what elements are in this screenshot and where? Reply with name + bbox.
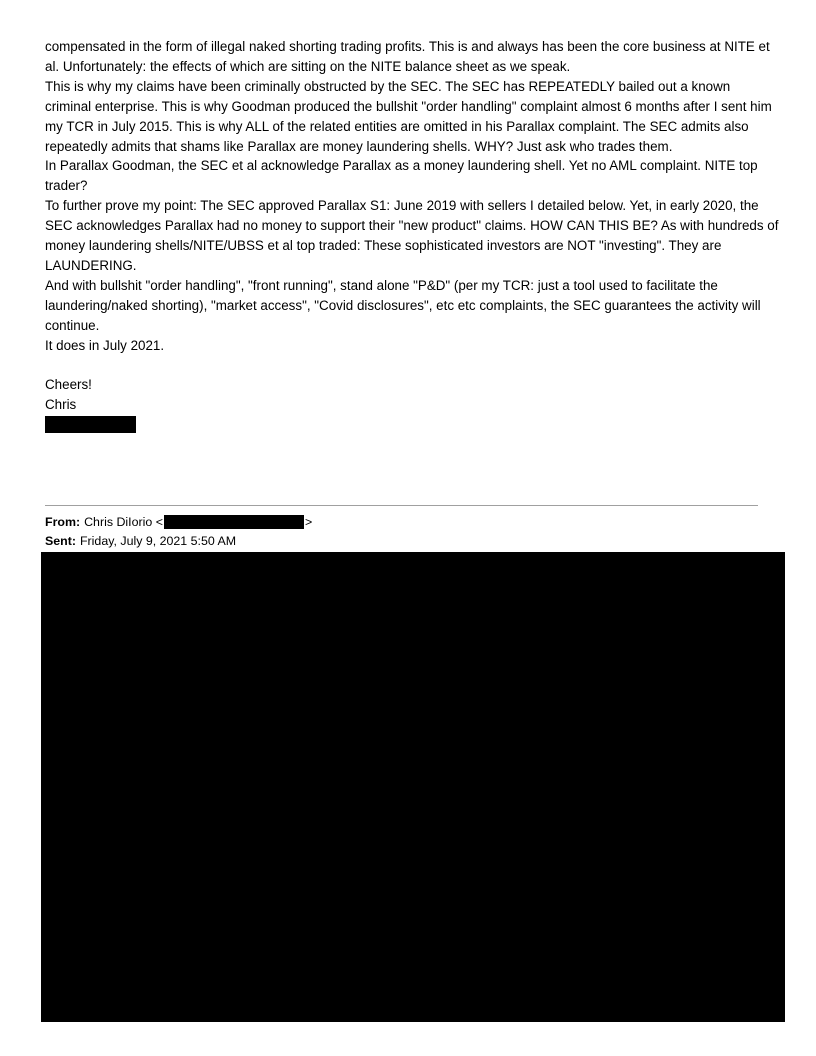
sent-label: Sent:: [45, 533, 76, 548]
paragraph: compensated in the form of illegal naked shorting trading profits. This is and always has been the core business at NITE et al. Unfortunately: the effects of which are sitting on the NITE balance sheet as we speak.: [45, 39, 770, 74]
paragraph: And with bullshit "order handling", "front running", stand alone "P&D" (per my TCR: just a tool used to facilitate the laundering/naked shorting), "market access", "Covid disclosures", etc etc complaints, the SEC guarantees the activity will continue.: [45, 277, 761, 333]
paragraph: This is why my claims have been criminally obstructed by the SEC. The SEC has REPEATEDLY bailed out a known criminal enterprise. This is why Goodman produced the bullshit "order handling" complaint almost 6 months after I sent him my TCR in July 2015. This is why ALL of the related entities are omitted in his Parallax complaint. The SEC admits also repeatedly admits that shams like Parallax are money laundering shells. WHY? Just ask who trades them.: [45, 78, 772, 154]
sent-line: [45, 532, 312, 551]
from-label: From:: [45, 515, 81, 529]
paragraph: To further prove my point: The SEC approved Parallax S1: June 2019 with sellers I detailed below. Yet, in early 2020, the SEC acknowledges Parallax had no money to support their "new product" claims. HOW CAN THIS BE? As with hundreds of money laundering shells/NITE/UBSS et al top traded: These sophisticated investors are NOT "investing". They are LAUNDERING.: [45, 198, 779, 273]
from-name: Chris DiIorio <: [84, 515, 163, 529]
message-body: [45, 37, 780, 433]
closing: Cheers!: [45, 377, 92, 393]
from-line: [45, 513, 312, 532]
forward-separator: [45, 505, 758, 506]
blank-line: [45, 356, 780, 376]
email-redaction: [164, 515, 304, 529]
paragraph: In Parallax Goodman, the SEC et al acknowledge Parallax as a money laundering shell. Yet no AML complaint. NITE top trader?: [45, 158, 758, 194]
body-redaction: [41, 552, 785, 1022]
signature-name: Chris: [45, 397, 77, 413]
signature-redaction: [45, 416, 136, 433]
paragraph: It does in July 2021.: [45, 337, 165, 353]
sent-value: Friday, July 9, 2021 5:50 AM: [79, 533, 237, 548]
from-close: >: [304, 515, 313, 529]
forwarded-header: [45, 513, 312, 550]
